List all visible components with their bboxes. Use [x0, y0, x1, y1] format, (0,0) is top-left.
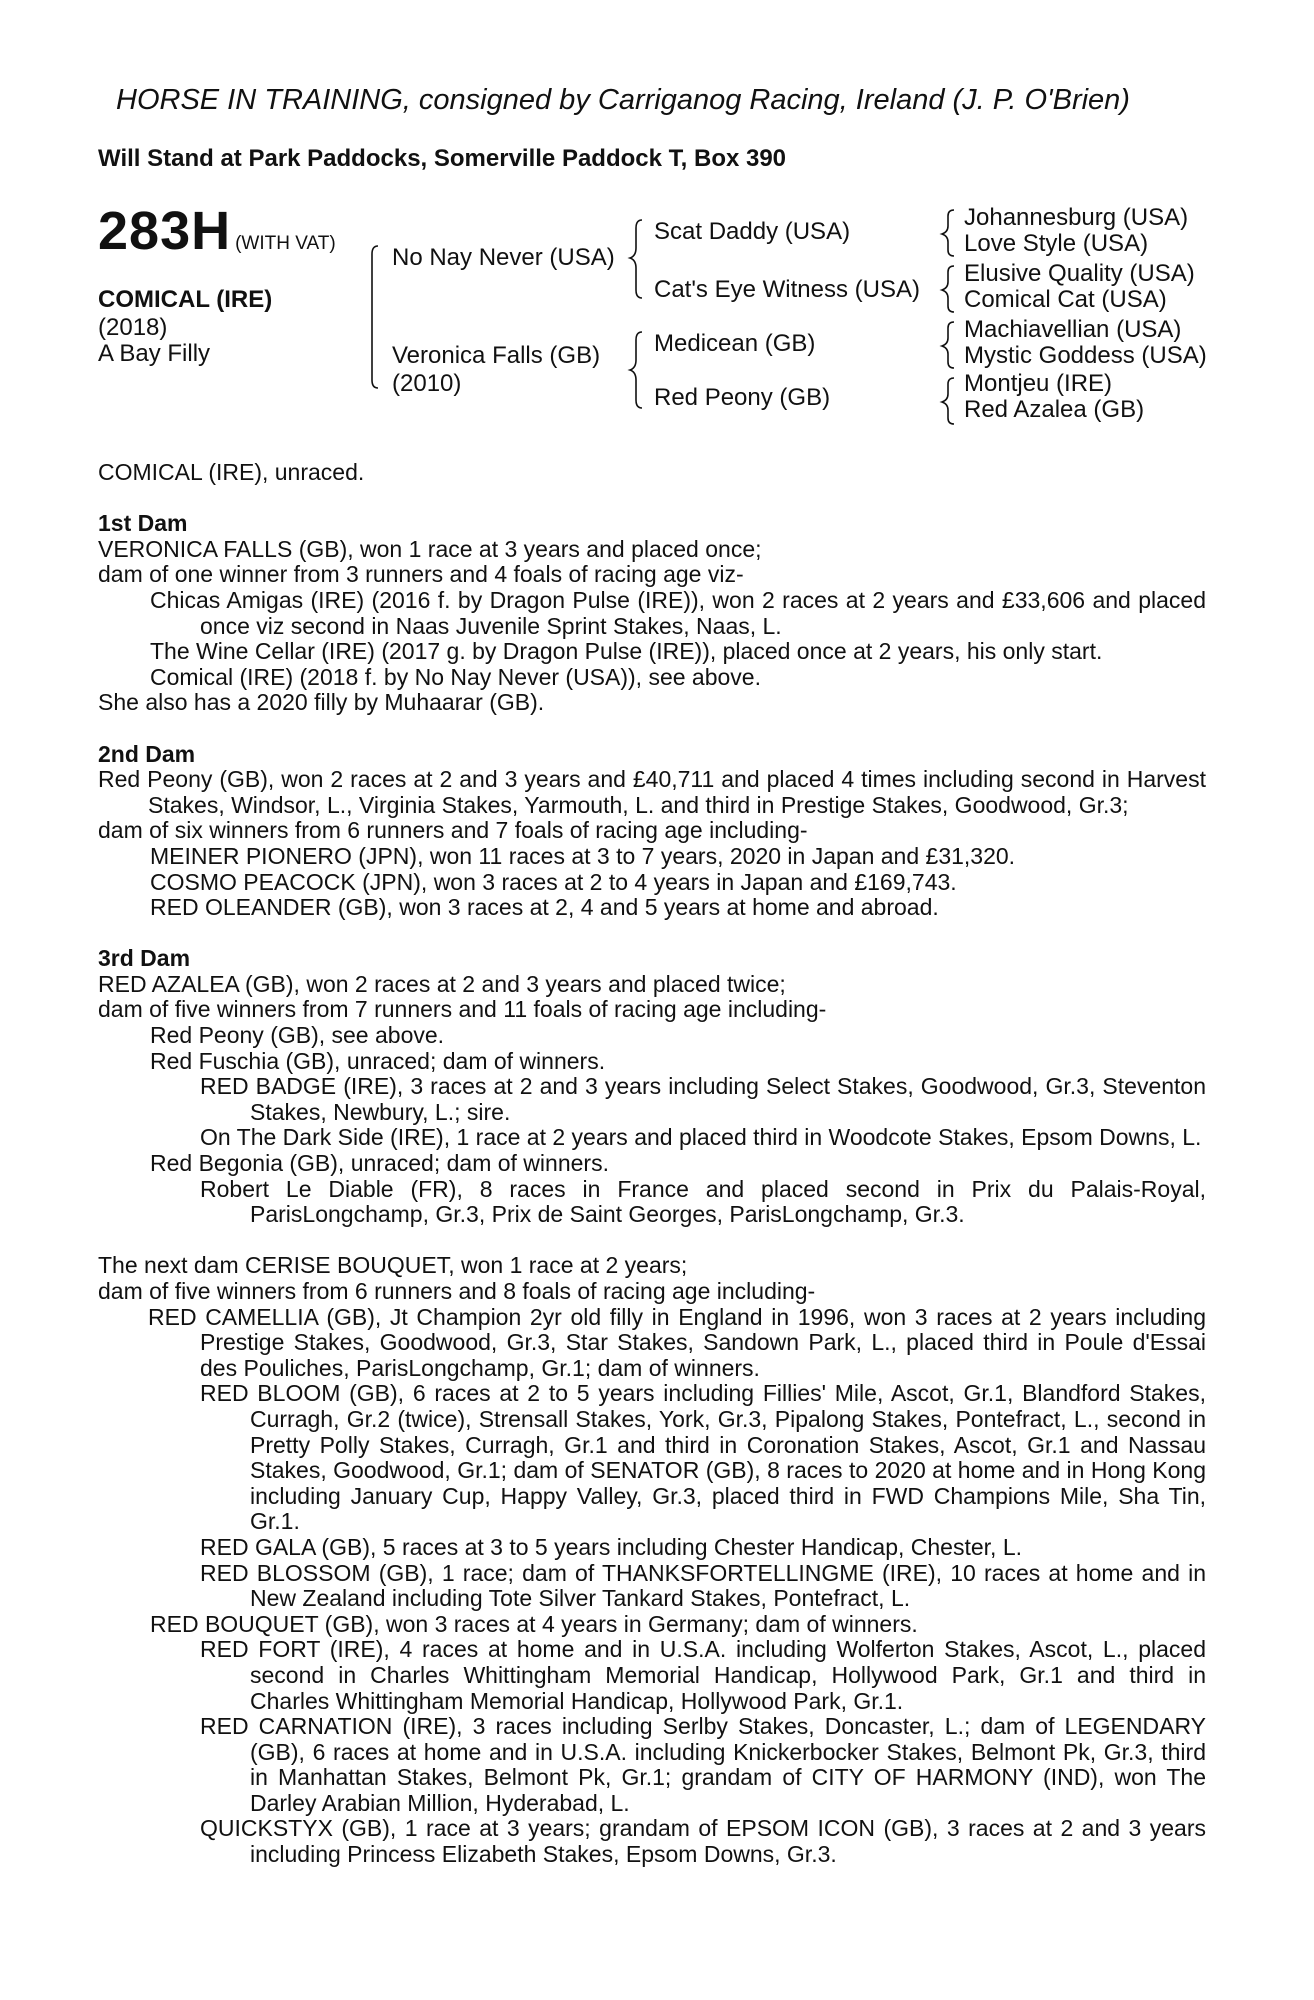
first-dam-heading: 1st Dam [98, 510, 188, 537]
produce-entry: RED BOUQUET (GB), won 3 races at 4 years in Germany; dam of winners. [150, 1610, 918, 1637]
pedigree-dam-dam: Red Peony (GB) [654, 384, 831, 411]
pedigree-sss: Johannesburg (USA) [964, 204, 1189, 231]
next-dam-line: The next dam CERISE BOUQUET, won 1 race at 2 years; [98, 1252, 688, 1279]
produce-note: She also has a 2020 filly by Muhaarar (GB). [98, 689, 545, 716]
catalogue-header: HORSE IN TRAINING, consigned by Carriganog Racing, Ireland (J. P. O'Brien) [116, 84, 1130, 116]
produce-entry: Red Begonia (GB), unraced; dam of winners. [150, 1150, 609, 1177]
produce-entry: MEINER PIONERO (JPN), won 11 races at 3 to 7 years, 2020 in Japan and £31,320. [150, 842, 1016, 869]
first-dam-produce-summary: dam of one winner from 3 runners and 4 foals of racing age viz- [98, 561, 744, 588]
horse-name: COMICAL (IRE) [98, 286, 273, 313]
produce-entry: Comical (IRE) (2018 f. by No Nay Never (USA)), see above. [150, 663, 761, 690]
horse-sex: A Bay Filly [98, 340, 211, 367]
next-dam-produce-summary: dam of five winners from 6 runners and 8 foals of racing age including- [98, 1278, 816, 1304]
third-dam-heading: 3rd Dam [98, 945, 191, 972]
pedigree-sire-dam: Cat's Eye Witness (USA) [654, 276, 920, 303]
pedigree-sire: No Nay Never (USA) [392, 244, 615, 271]
intro-line: COMICAL (IRE), unraced. [98, 459, 365, 485]
produce-entry: COSMO PEACOCK (JPN), won 3 races at 2 to 4 years in Japan and £169,743. [150, 868, 957, 895]
produce-entry: Red Fuschia (GB), unraced; dam of winners. [150, 1047, 606, 1074]
pedigree-dam-year: (2010) [392, 370, 462, 397]
pedigree-sire-sire: Scat Daddy (USA) [654, 218, 851, 245]
pedigree-sds: Elusive Quality (USA) [964, 260, 1195, 287]
produce-entry: QUICKSTYX (GB), 1 race at 3 years; grandam of EPSOM ICON (GB), 3 races at 2 and 3 years including Princess Elizabeth Stakes, Epsom Downs, Gr.3. [200, 1815, 1206, 1868]
pedigree-dsd: Mystic Goddess (USA) [964, 342, 1207, 369]
produce-entry: RED CAMELLIA (GB), Jt Champion 2yr old filly in England in 1996, won 3 races at 2 years including Prestige Stakes, Goodwood, Gr.3, Star Stakes, Sandown Park, L., placed third in Poule d'Essai des Pouliches, ParisLongchamp, Gr.1; dam of winners. [148, 1303, 1206, 1381]
produce-entry: Robert Le Diable (FR), 8 races in France and placed second in Prix du Palais-Royal, ParisLongchamp, Gr.3, Prix de Saint Georges, ParisLongchamp, Gr.3. [200, 1175, 1206, 1228]
produce-entry: RED GALA (GB), 5 races at 3 to 5 years including Chester Handicap, Chester, L. [200, 1533, 1023, 1560]
second-dam-heading: 2nd Dam [98, 740, 196, 767]
pedigree-sdd: Comical Cat (USA) [964, 286, 1167, 313]
produce-entry: RED BLOSSOM (GB), 1 race; dam of THANKSFORTELLINGME (IRE), 10 races at home and in New Zealand including Tote Silver Tankard Stakes, Pontefract, L. [200, 1559, 1206, 1612]
produce-entry: RED BLOOM (GB), 6 races at 2 to 5 years including Fillies' Mile, Ascot, Gr.1, Blandford Stakes, Curragh, Gr.2 (twice), Strensall Stakes, York, Gr.3, Pipalong Stakes, Pontefract, L., second in Pretty Polly Stakes, Curragh, Gr.1 and third in Coronation Stakes, Ascot, Gr.1 and Nassau Stakes, Goodwood, Gr.1; dam of SENATOR (GB), 8 races to 2020 at home and in Hong Kong including January Cup, Happy Valley, Gr.3, placed third in FWD Champions Mile, Sha Tin, Gr.1. [200, 1380, 1206, 1535]
pedigree-dam-sire: Medicean (GB) [654, 330, 816, 357]
produce-entry: Red Peony (GB), see above. [150, 1022, 445, 1049]
produce-entry: RED CARNATION (IRE), 3 races including Serlby Stakes, Doncaster, L.; dam of LEGENDARY (GB), 6 races at home and in U.S.A. including Knickerbocker Stakes, Belmont Pk, Gr.3, third in Manhattan Stakes, Belmont Pk, Gr.1; grandam of CITY OF HARMONY (IND), won The Darley Arabian Million, Hyderabad, L. [200, 1713, 1206, 1816]
pedigree-ddd: Red Azalea (GB) [964, 396, 1145, 423]
lot-number: 283H [98, 201, 232, 261]
second-dam-line: Red Peony (GB), won 2 races at 2 and 3 years and £40,711 and placed 4 times including second in Harvest Stakes, Windsor, L., Virginia Stakes, Yarmouth, L. and third in Prestige Stakes, Goodwood, Gr.3; [98, 766, 1206, 818]
pedigree-dds: Montjeu (IRE) [964, 370, 1113, 397]
third-dam-line: RED AZALEA (GB), won 2 races at 2 and 3 years and placed twice; [98, 970, 786, 997]
produce-entry: RED FORT (IRE), 4 races at home and in U.S.A. including Wolferton Stakes, Ascot, L., placed second in Charles Whittingham Memorial Handicap, Hollywood Park, Gr.1 and third in Charles Whittingham Memorial Handicap, Hollywood Park, Gr.1. [200, 1636, 1206, 1714]
third-dam-produce-summary: dam of five winners from 7 runners and 11 foals of racing age including- [98, 996, 827, 1023]
first-dam-line: VERONICA FALLS (GB), won 1 race at 3 years and placed once; [98, 535, 762, 562]
second-dam-produce-summary: dam of six winners from 6 runners and 7 foals of racing age including- [98, 817, 808, 844]
produce-entry: The Wine Cellar (IRE) (2017 g. by Dragon Pulse (IRE)), placed once at 2 years, his only start. [150, 638, 1103, 665]
produce-entry: RED BADGE (IRE), 3 races at 2 and 3 years including Select Stakes, Goodwood, Gr.3, Steventon Stakes, Newbury, L.; sire. [200, 1073, 1206, 1125]
pedigree-dam: Veronica Falls (GB) [392, 342, 601, 369]
pedigree-ssd: Love Style (USA) [964, 230, 1149, 257]
produce-entry: RED OLEANDER (GB), won 3 races at 2, 4 and 5 years at home and abroad. [150, 894, 939, 921]
produce-entry: Chicas Amigas (IRE) (2016 f. by Dragon Pulse (IRE)), won 2 races at 2 years and £33,606 and placed once viz second in Naas Juvenile Sprint Stakes, Naas, L. [150, 586, 1206, 639]
stand-location: Will Stand at Park Paddocks, Somerville Paddock T, Box 390 [98, 145, 787, 172]
produce-entry: On The Dark Side (IRE), 1 race at 2 years and placed third in Woodcote Stakes, Epsom Downs, L. [200, 1124, 1202, 1151]
pedigree-dss: Machiavellian (USA) [964, 316, 1182, 343]
horse-year: (2018) [98, 314, 168, 341]
vat-label: (WITH VAT) [235, 233, 336, 254]
catalogue-body [98, 460, 1206, 1868]
